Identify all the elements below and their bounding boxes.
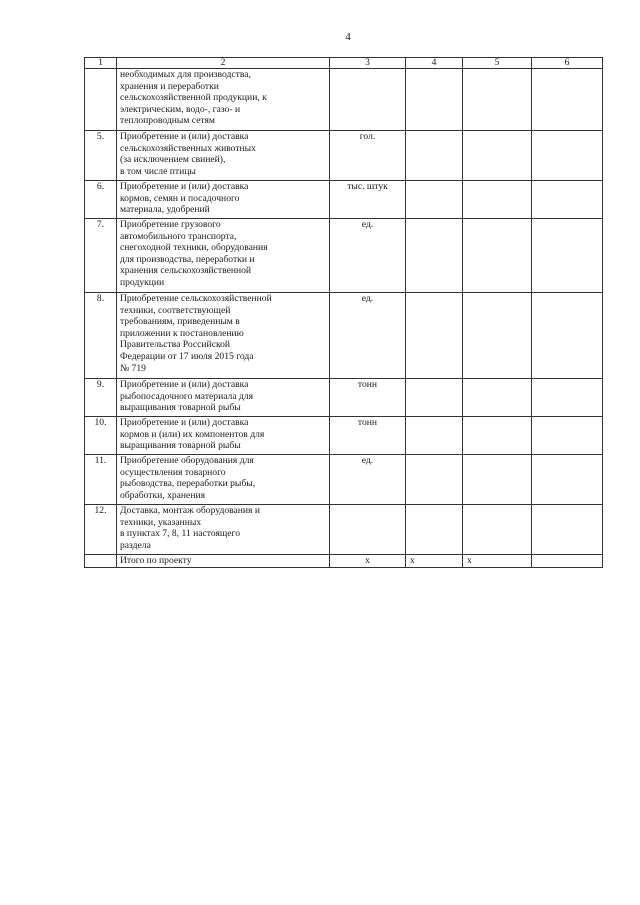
row-number: 10. (85, 417, 117, 455)
total-col3: x (330, 555, 406, 568)
table-row (85, 379, 603, 417)
empty-cell (532, 555, 603, 568)
empty-cell (532, 219, 603, 293)
total-col4: x (406, 555, 463, 568)
table-row (85, 293, 603, 379)
row-number: 11. (85, 455, 117, 505)
empty-cell (532, 417, 603, 455)
empty-cell (532, 379, 603, 417)
empty-cell (532, 131, 603, 181)
empty-cell (463, 379, 532, 417)
empty-cell (463, 455, 532, 505)
row-description: Доставка, монтаж оборудования и техники, указанных в пунктах 7, 8, 11 настоящего раздела (117, 505, 330, 555)
page-number: 4 (345, 31, 351, 43)
table-row (85, 181, 603, 219)
empty-cell (406, 293, 463, 379)
empty-cell (463, 293, 532, 379)
row-description: Приобретение и (или) доставка рыбопосадочного материала для выращивания товарной рыбы (117, 379, 330, 417)
empty-cell (85, 555, 117, 568)
empty-cell (532, 455, 603, 505)
row-unit: тонн (330, 417, 406, 455)
project-cost-table (84, 57, 603, 568)
row-unit: ед. (330, 293, 406, 379)
row-unit: ед. (330, 455, 406, 505)
empty-cell (406, 455, 463, 505)
table-row (85, 219, 603, 293)
empty-cell (463, 131, 532, 181)
header-cell: 2 (117, 58, 330, 69)
row-unit: тыс. штук (330, 181, 406, 219)
header-row (85, 58, 603, 69)
row-number (85, 69, 117, 131)
row-number: 6. (85, 181, 117, 219)
empty-cell (532, 69, 603, 131)
header-cell: 5 (463, 58, 532, 69)
empty-cell (532, 505, 603, 555)
empty-cell (532, 181, 603, 219)
row-description: Приобретение сельскохозяйственной техники, соответствующей требованиям, приведенным в приложении к постановлению Правительства Российской Федерации от 17 июля 2015 года № 719 (117, 293, 330, 379)
table-row (85, 69, 603, 131)
empty-cell (406, 131, 463, 181)
row-unit: гол. (330, 131, 406, 181)
row-number: 9. (85, 379, 117, 417)
total-label: Итого по проекту (117, 555, 330, 568)
row-number: 7. (85, 219, 117, 293)
total-col5: x (463, 555, 532, 568)
empty-cell (463, 505, 532, 555)
empty-cell (406, 69, 463, 131)
table-row (85, 455, 603, 505)
row-unit: ед. (330, 219, 406, 293)
row-description: Приобретение и (или) доставка кормов, семян и посадочного материала, удобрений (117, 181, 330, 219)
row-description: необходимых для производства, хранения и переработки сельскохозяйственной продукции, к электрическим, водо-, газо- и теплопроводным сетям (117, 69, 330, 131)
row-unit (330, 69, 406, 131)
header-cell: 3 (330, 58, 406, 69)
empty-cell (532, 293, 603, 379)
table-row (85, 505, 603, 555)
header-cell: 1 (85, 58, 117, 69)
empty-cell (406, 379, 463, 417)
table-row (85, 131, 603, 181)
row-unit (330, 505, 406, 555)
row-description: Приобретение оборудования для осуществления товарного рыбоводства, переработки рыбы, обработки, хранения (117, 455, 330, 505)
empty-cell (406, 417, 463, 455)
empty-cell (406, 219, 463, 293)
header-cell: 6 (532, 58, 603, 69)
empty-cell (463, 69, 532, 131)
total-row (85, 555, 603, 568)
row-number: 8. (85, 293, 117, 379)
row-number: 5. (85, 131, 117, 181)
header-cell: 4 (406, 58, 463, 69)
row-unit: тонн (330, 379, 406, 417)
empty-cell (406, 181, 463, 219)
row-description: Приобретение и (или) доставка сельскохозяйственных животных (за исключением свиней), в том числе птицы (117, 131, 330, 181)
row-number: 12. (85, 505, 117, 555)
row-description: Приобретение грузового автомобильного транспорта, снегоходной техники, оборудования для производства, переработки и хранения сельскохозяйственной продукции (117, 219, 330, 293)
empty-cell (463, 417, 532, 455)
row-description: Приобретение и (или) доставка кормов и (или) их компонентов для выращивания товарной рыбы (117, 417, 330, 455)
empty-cell (463, 181, 532, 219)
empty-cell (406, 505, 463, 555)
table-row (85, 417, 603, 455)
empty-cell (463, 219, 532, 293)
